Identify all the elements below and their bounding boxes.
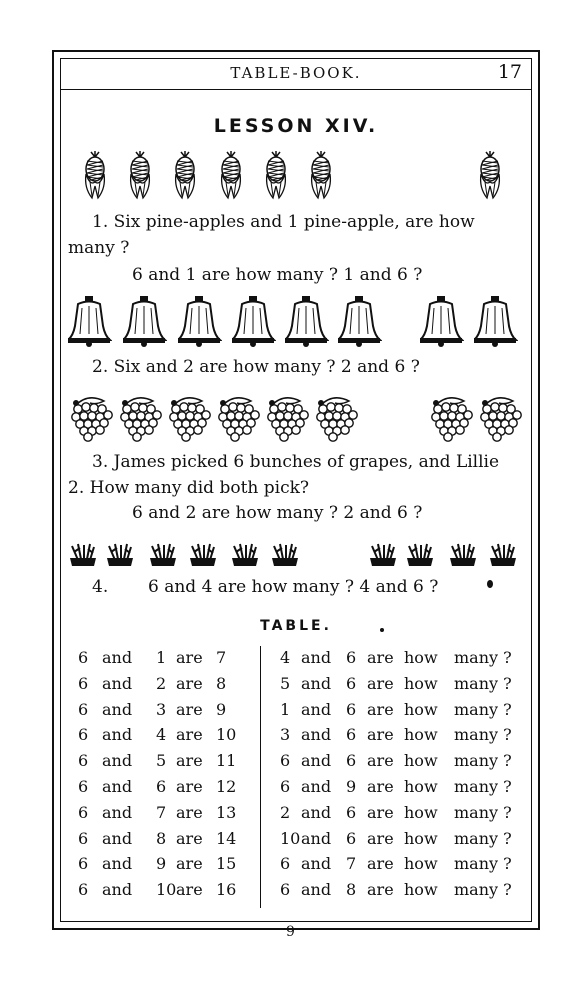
lesson-title: LESSON XIV.	[213, 115, 379, 137]
pineapple-icon	[308, 150, 336, 202]
sum-cell: 12	[216, 777, 237, 796]
question-cell: how	[404, 648, 438, 667]
question-cell: 6	[280, 751, 291, 771]
question-cell: 6	[346, 751, 357, 771]
question-cell: 7	[346, 854, 357, 874]
sum-cell: 8	[216, 673, 227, 693]
bundle-icon	[368, 540, 398, 568]
question-cell: 10	[280, 828, 301, 848]
question-cell: how	[404, 777, 438, 796]
table-title: TABLE.	[260, 618, 332, 634]
sum-cell: are	[176, 751, 203, 771]
sum-cell: 10	[156, 880, 177, 900]
bundle-icon	[230, 540, 260, 568]
bundle-icon	[488, 540, 518, 568]
signature-mark: 9	[286, 924, 295, 940]
grapes-icon	[264, 393, 310, 443]
exercise-4-question: 6 and 4 are how many ? 4 and 6 ?	[148, 577, 439, 597]
question-cell: many ?	[454, 880, 512, 900]
pineapple-icon	[127, 150, 155, 202]
sum-cell: are	[176, 648, 203, 667]
sum-cell: are	[176, 673, 203, 693]
bundle-icon	[405, 540, 435, 568]
question-cell: 6	[346, 648, 357, 667]
question-cell: 6	[346, 673, 357, 693]
question-cell: and	[301, 854, 332, 874]
sum-cell: are	[176, 699, 203, 719]
bundle-icon	[148, 540, 178, 568]
question-cell: 6	[346, 828, 357, 848]
exercise-1-line-2: many ?	[68, 238, 130, 258]
question-cell: are	[367, 648, 394, 667]
sum-cell: 9	[216, 699, 227, 719]
sum-cell: and	[102, 725, 133, 745]
sum-cell: 14	[216, 828, 237, 848]
sum-cell: and	[102, 777, 133, 796]
exercise-2-line-1: 2. Six and 2 are how many ? 2 and 6 ?	[92, 357, 420, 377]
sum-cell: and	[102, 828, 133, 848]
pineapple-icon	[477, 150, 505, 202]
question-cell: many ?	[454, 777, 512, 796]
question-cell: how	[404, 699, 438, 719]
question-cell: 4	[280, 648, 291, 667]
bundle-icon	[105, 540, 135, 568]
exercise-1-question: 6 and 1 are how many ? 1 and 6 ?	[132, 265, 423, 285]
question-cell: many ?	[454, 648, 512, 667]
exercise-1-line-1: 1. Six pine-apples and 1 pine-apple, are how	[92, 212, 475, 232]
bundle-icon	[68, 540, 98, 568]
sum-cell: and	[102, 751, 133, 771]
grapes-icon	[117, 393, 163, 443]
grapes-icon	[68, 393, 114, 443]
sum-cell: and	[102, 673, 133, 693]
exercise-3-line-2: 2. How many did both pick?	[68, 478, 310, 498]
question-cell: and	[301, 880, 332, 900]
grapes-icon	[428, 393, 474, 443]
question-cell: are	[367, 777, 394, 796]
question-cell: 6	[346, 699, 357, 719]
sum-cell: 9	[156, 854, 167, 874]
grapes-icon	[166, 393, 212, 443]
question-cell: and	[301, 828, 332, 848]
bundle-icon	[448, 540, 478, 568]
running-header	[60, 58, 532, 90]
sum-cell: 6	[78, 828, 89, 848]
table-divider	[260, 646, 261, 908]
sum-cell: 15	[216, 854, 237, 874]
question-cell: how	[404, 854, 438, 874]
question-cell: are	[367, 673, 394, 693]
question-cell: are	[367, 854, 394, 874]
sum-cell: 16	[216, 880, 237, 900]
exercise-3-line-1: 3. James picked 6 bunches of grapes, and Lillie	[92, 452, 500, 472]
question-cell: 2	[280, 802, 291, 822]
sum-cell: 11	[216, 751, 237, 771]
bell-icon	[474, 294, 518, 348]
sum-cell: 2	[156, 673, 167, 693]
question-cell: 5	[280, 673, 291, 693]
sum-cell: 6	[156, 777, 167, 796]
sum-cell: 13	[216, 802, 237, 822]
sum-cell: 6	[78, 751, 89, 771]
sum-cell: are	[176, 828, 203, 848]
grapes-icon	[215, 393, 261, 443]
question-cell: many ?	[454, 802, 512, 822]
question-cell: are	[367, 725, 394, 745]
question-cell: and	[301, 673, 332, 693]
bell-icon	[178, 294, 222, 348]
bundle-icon	[270, 540, 300, 568]
ink-speck	[487, 580, 493, 588]
sum-cell: and	[102, 854, 133, 874]
question-cell: 6	[346, 802, 357, 822]
question-cell: are	[367, 699, 394, 719]
pineapple-icon	[263, 150, 291, 202]
exercise-4-number: 4.	[92, 577, 109, 597]
sum-cell: 6	[78, 699, 89, 719]
sum-cell: 3	[156, 699, 167, 719]
question-cell: many ?	[454, 751, 512, 771]
running-title: TABLE-BOOK.	[230, 64, 362, 82]
question-cell: and	[301, 648, 332, 667]
sum-cell: 8	[156, 828, 167, 848]
bell-icon	[285, 294, 329, 348]
question-cell: how	[404, 751, 438, 771]
sum-cell: 1	[156, 648, 167, 667]
bell-icon	[232, 294, 276, 348]
question-cell: and	[301, 751, 332, 771]
page-number: 17	[497, 61, 522, 83]
question-cell: and	[301, 725, 332, 745]
question-cell: 6	[346, 725, 357, 745]
question-cell: many ?	[454, 699, 512, 719]
question-cell: are	[367, 828, 394, 848]
question-cell: 8	[346, 880, 357, 900]
bell-icon	[68, 294, 112, 348]
question-cell: 6	[280, 854, 291, 874]
question-cell: how	[404, 880, 438, 900]
sum-cell: and	[102, 802, 133, 822]
sum-cell: 6	[78, 725, 89, 745]
question-cell: many ?	[454, 725, 512, 745]
exercise-3-question: 6 and 2 are how many ? 2 and 6 ?	[132, 503, 423, 523]
grapes-icon	[477, 393, 523, 443]
question-cell: and	[301, 777, 332, 796]
pineapple-icon	[172, 150, 200, 202]
question-cell: how	[404, 673, 438, 693]
question-cell: how	[404, 828, 438, 848]
sum-cell: 7	[216, 648, 227, 667]
pineapple-icon	[82, 150, 110, 202]
ink-speck	[380, 628, 384, 632]
question-cell: are	[367, 751, 394, 771]
pineapple-icon	[218, 150, 246, 202]
sum-cell: 6	[78, 777, 89, 796]
question-cell: many ?	[454, 854, 512, 874]
sum-cell: 7	[156, 802, 167, 822]
question-cell: many ?	[454, 673, 512, 693]
question-cell: and	[301, 699, 332, 719]
bell-icon	[420, 294, 464, 348]
bell-icon	[338, 294, 382, 348]
sum-cell: 6	[78, 802, 89, 822]
question-cell: 9	[346, 777, 357, 796]
sum-cell: 10	[216, 725, 237, 745]
sum-cell: 4	[156, 725, 167, 745]
sum-cell: are	[176, 725, 203, 745]
sum-cell: and	[102, 699, 133, 719]
sum-cell: 6	[78, 854, 89, 874]
grapes-icon	[313, 393, 359, 443]
sum-cell: and	[102, 648, 133, 667]
question-cell: how	[404, 725, 438, 745]
sum-cell: are	[176, 854, 203, 874]
sum-cell: 6	[78, 880, 89, 900]
sum-cell: are	[176, 777, 203, 796]
question-cell: 6	[280, 880, 291, 900]
question-cell: 3	[280, 725, 291, 745]
sum-cell: and	[102, 880, 133, 900]
sum-cell: are	[176, 802, 203, 822]
sum-cell: are	[176, 880, 203, 900]
question-cell: 6	[280, 777, 291, 796]
sum-cell: 6	[78, 648, 89, 667]
sum-cell: 6	[78, 673, 89, 693]
question-cell: are	[367, 802, 394, 822]
question-cell: how	[404, 802, 438, 822]
question-cell: are	[367, 880, 394, 900]
sum-cell: 5	[156, 751, 167, 771]
bundle-icon	[188, 540, 218, 568]
bell-icon	[123, 294, 167, 348]
question-cell: 1	[280, 699, 291, 719]
question-cell: many ?	[454, 828, 512, 848]
question-cell: and	[301, 802, 332, 822]
